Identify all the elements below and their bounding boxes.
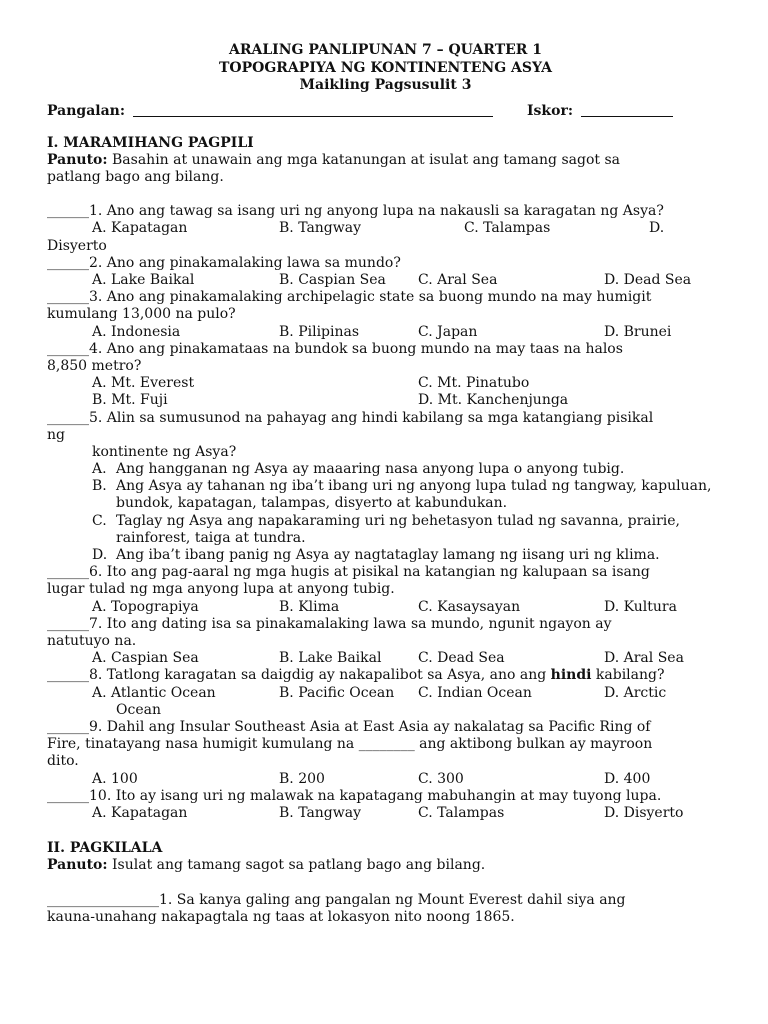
section-1-instructions-cont: patlang bago ang bilang. [47,168,224,185]
question-8-choices [47,685,724,702]
identification-1: ________________1. Sa kanya galing ang pangalan ng Mount Everest dahil siya ang [47,891,626,908]
choice-c: C. Japan [418,323,478,340]
choice-c: C. Kasaysayan [418,598,521,615]
question-7-choices [47,650,724,667]
question-3: ______3. Ano ang pinakamalaking archipelagic state sa buong mundo na may humigit [47,289,652,306]
header-quiz-title: Maikling Pagsusulit 3 [299,77,472,93]
choice-c: C. Indian Ocean [418,684,532,701]
choice-d: D. Dead Sea [604,272,692,289]
answer-blank[interactable]: ______ [47,409,89,426]
choice-d: D. 400 [604,770,651,787]
fill-blank[interactable]: ________ [358,736,415,753]
question-10-choices [47,805,724,822]
name-field[interactable] [133,103,493,122]
choice-d: D. Ang iba’t ibang panig ng Asya ay nagtataglay lamang ng iisang uri ng klima. [92,547,660,564]
header [47,42,724,95]
question-4: ______4. Ano ang pinakamataas na bundok sa buong mundo na may taas na halos [47,340,623,357]
choice-b: B. Pilipinas [279,323,360,340]
score-label: Iskor: [527,102,574,119]
question-9-cont: Fire, tinatayang nasa humigit kumulang na ________ ang aktibong bulkan ay mayroon [47,736,653,753]
choice-a: A. Kapatagan [92,220,188,237]
question-6-choices [47,599,724,616]
choice-d: D. Aral Sea [604,650,684,667]
question-8: ______8. Tatlong karagatan sa daigdig ay nakapalibot sa Asya, ano ang hindi kabilang? [47,667,665,684]
question-3-choices [47,324,724,341]
question-2-choices [47,272,724,289]
choice-a: A. 100 [92,770,138,787]
choice-c: C. Dead Sea [418,650,505,667]
choice-b: B. Mt. Fuji [92,392,168,409]
name-label: Pangalan: [47,102,125,119]
choice-a: A. Ang hangganan ng Asya ay maaaring nasa anyong lupa o anyong tubig. [92,461,625,478]
question-7-cont: natutuyo na. [47,633,137,650]
question-8-choice-a-wrap: Ocean [116,701,161,718]
answer-blank[interactable]: ______ [47,340,89,357]
choice-b: B. Pacific Ocean [279,684,395,701]
question-4-choices-row2 [47,392,724,409]
section-2-title: II. PAGKILALA [47,840,163,857]
question-9-choices [47,771,724,788]
question-4-choices-row1 [47,375,724,392]
section-1-title: I. MARAMIHANG PAGPILI [47,134,254,151]
choice-c: C. 300 [418,770,464,787]
choice-b: B. Lake Baikal [279,650,382,667]
question-3-cont: kumulang 13,000 na pulo? [47,306,236,323]
question-5-cont: kontinente ng Asya? [92,443,237,460]
identification-1-cont: kauna-unahang nakapagtala ng taas at lokasyon nito noong 1865. [47,908,515,925]
choice-b: B. Klima [279,598,340,615]
choice-c: C. Taglay ng Asya ang napakaraming uri ng behetasyon tulad ng savanna, prairie, rainforest, taiga at tundra. [92,512,681,546]
choice-c: C. Talampas [464,220,551,237]
answer-blank[interactable]: ______ [47,615,89,632]
question-1: ______1. Ano ang tawag sa isang uri ng anyong lupa na nakausli sa karagatan ng Asya? [47,203,664,220]
choice-d: D. Kultura [604,598,677,615]
student-info-row [47,103,724,123]
question-6-cont: lugar tulad ng mga anyong lupa at anyong tubig. [47,581,395,598]
choice-a: A. Kapatagan [92,804,188,821]
question-7: ______7. Ito ang dating isa sa pinakamalaking lawa sa mundo, ngunit ngayon ay [47,615,612,632]
choice-b: B. Tangway [279,804,362,821]
question-9-cont-2: dito. [47,753,79,770]
question-6: ______6. Ito ang pag-aaral ng mga hugis at pisikal na katangian ng kalupaan sa isang [47,564,650,581]
emphasis-word: hindi [550,667,592,684]
choice-d: D. Brunei [604,323,672,340]
question-1-choices [47,220,724,237]
answer-blank[interactable]: ________________ [47,891,159,908]
choice-c: C. Aral Sea [418,272,498,289]
question-4-cont: 8,850 metro? [47,357,142,374]
choice-d-wrap: Disyerto [47,237,107,254]
score-field[interactable] [581,103,673,122]
answer-blank[interactable]: ______ [47,289,89,306]
choice-d: D. [649,220,665,237]
section-1-instructions: Panuto: Basahin at unawain ang mga katanungan at isulat ang tamang sagot sa [47,151,620,168]
choice-b: B. Tangway [279,220,362,237]
question-2: ______2. Ano ang pinakamalaking lawa sa mundo? [47,254,401,271]
section-2-instructions: Panuto: Isulat ang tamang sagot sa patlang bago ang bilang. [47,857,486,874]
answer-blank[interactable]: ______ [47,564,89,581]
choice-b: B. Caspian Sea [279,272,386,289]
choice-d: D. Mt. Kanchenjunga [418,392,569,409]
choice-b: B. 200 [279,770,325,787]
choice-a: A. Mt. Everest [92,375,195,392]
answer-blank[interactable]: ______ [47,718,89,735]
question-5-wrap: ng [47,426,65,443]
answer-blank[interactable]: ______ [47,254,89,271]
answer-blank[interactable]: ______ [47,787,89,804]
choice-a: A. Atlantic Ocean [92,684,216,701]
header-subject: ARALING PANLIPUNAN 7 – QUARTER 1 [228,42,543,58]
choice-a: A. Lake Baikal [92,272,195,289]
choice-a: A. Topograpiya [92,598,199,615]
choice-d: D. Disyerto [604,804,684,821]
question-9: ______9. Dahil ang Insular Southeast Asia at East Asia ay nakalatag sa Pacific Ring of [47,718,651,735]
question-10: ______10. Ito ay isang uri ng malawak na kapatagang mabuhangin at may tuyong lupa. [47,787,662,804]
choice-c: C. Talampas [418,804,505,821]
header-topic: TOPOGRAPIYA NG KONTINENTENG ASYA [219,59,552,76]
answer-blank[interactable]: ______ [47,203,89,220]
choice-a: A. Caspian Sea [92,650,199,667]
choice-c: C. Mt. Pinatubo [418,375,530,392]
choice-b: B. Ang Asya ay tahanan ng iba’t ibang uri ng anyong lupa tulad ng tangway, kapuluan, bundok, kapatagan, talampas, disyerto at kabundukan. [92,478,712,512]
answer-blank[interactable]: ______ [47,667,89,684]
question-5: ______5. Alin sa sumusunod na pahayag ang hindi kabilang sa mga katangiang pisikal [47,409,654,426]
choice-a: A. Indonesia [92,323,181,340]
choice-d: D. Arctic [604,684,667,701]
